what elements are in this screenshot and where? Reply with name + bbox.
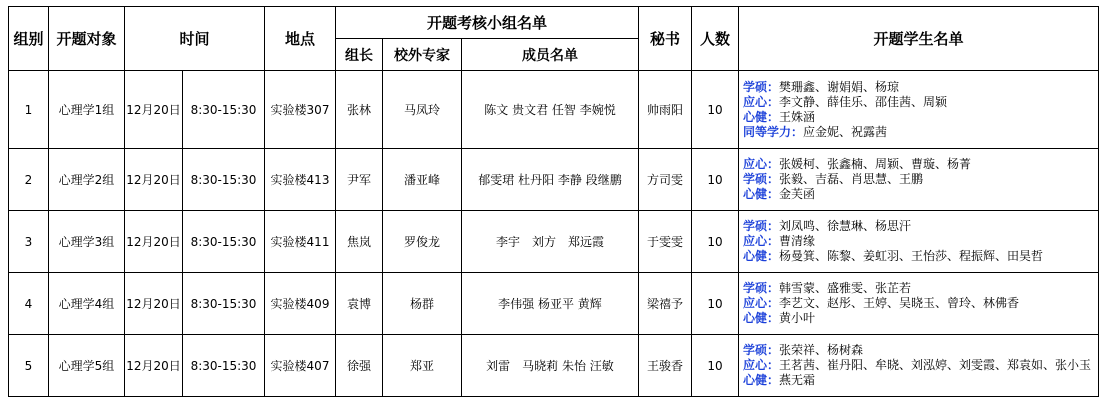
students-cell	[739, 273, 1099, 335]
students-cell	[739, 149, 1099, 211]
student-line	[743, 219, 1098, 234]
student-line	[743, 373, 1098, 388]
student-names: 张毅、吉磊、肖思慧、王鹏	[779, 172, 924, 186]
student-line	[743, 343, 1098, 358]
student-line	[743, 110, 1098, 125]
student-names: 王茗茜、崔丹阳、牟晓、刘泓婷、刘雯霞、郑袁如、张小玉	[779, 358, 1092, 372]
student-names: 刘凤鸣、徐慧琳、杨思汗	[779, 219, 912, 233]
target-cell: 心理学1组	[49, 71, 125, 149]
target-cell: 心理学5组	[49, 335, 125, 397]
group-number-cell: 3	[9, 211, 49, 273]
table-row	[9, 71, 1099, 149]
leader-cell: 焦岚	[336, 211, 383, 273]
place-cell: 实验楼407	[265, 335, 336, 397]
date-cell: 12月20日	[125, 149, 183, 211]
student-category-label: 学硕：	[743, 172, 780, 186]
header-secretary: 秘书	[639, 7, 692, 71]
place-cell: 实验楼307	[265, 71, 336, 149]
committee-table	[8, 6, 1099, 397]
expert-cell: 马凤玲	[383, 71, 462, 149]
student-line	[743, 358, 1098, 373]
secretary-cell: 梁禧予	[639, 273, 692, 335]
expert-cell: 潘亚峰	[383, 149, 462, 211]
target-cell: 心理学2组	[49, 149, 125, 211]
student-names: 杨曼箕、陈黎、姜虹羽、王怡莎、程振辉、田昊哲	[779, 249, 1044, 263]
expert-cell: 郑亚	[383, 335, 462, 397]
table-row	[9, 273, 1099, 335]
student-names: 王姝涵	[779, 109, 816, 124]
header-students: 开题学生名单	[739, 7, 1099, 71]
count-cell: 10	[692, 335, 739, 397]
student-names: 燕无霜	[779, 373, 816, 387]
header-place: 地点	[265, 7, 336, 71]
student-category-label: 应心：	[743, 234, 780, 248]
count-cell: 10	[692, 149, 739, 211]
student-line	[743, 281, 1098, 296]
student-names: 张媛柯、张鑫楠、周颖、曹璇、杨菁	[779, 157, 972, 171]
student-line	[743, 311, 1098, 326]
leader-cell: 袁博	[336, 273, 383, 335]
members-cell: 刘雷 马晓莉 朱怡 汪敏	[462, 335, 639, 397]
student-category-label: 应心：	[743, 358, 780, 372]
student-category-label: 心健：	[743, 373, 780, 387]
header-members: 成员名单	[462, 39, 639, 71]
student-names: 曹清缘	[779, 234, 816, 248]
count-cell: 10	[692, 211, 739, 273]
table-row	[9, 211, 1099, 273]
student-line	[743, 187, 1098, 202]
time-cell: 8:30-15:30	[183, 211, 265, 273]
secretary-cell: 帅雨阳	[639, 71, 692, 149]
leader-cell: 张林	[336, 71, 383, 149]
place-cell: 实验楼409	[265, 273, 336, 335]
time-cell: 8:30-15:30	[183, 335, 265, 397]
students-cell	[739, 335, 1099, 397]
date-cell: 12月20日	[125, 335, 183, 397]
secretary-cell: 王骏香	[639, 335, 692, 397]
count-cell: 10	[692, 71, 739, 149]
student-line	[743, 172, 1098, 187]
secretary-cell: 方司雯	[639, 149, 692, 211]
secretary-cell: 于雯雯	[639, 211, 692, 273]
student-names: 张荣祥、杨树森	[779, 343, 864, 357]
header-leader: 组长	[336, 39, 383, 71]
student-category-label: 心健：	[743, 311, 780, 325]
date-cell: 12月20日	[125, 71, 183, 149]
header-group: 组别	[9, 7, 49, 71]
leader-cell: 徐强	[336, 335, 383, 397]
student-names: 樊珊鑫、谢娟娟、杨琼	[779, 79, 900, 94]
student-line	[743, 157, 1098, 172]
student-category-label: 应心：	[743, 296, 780, 310]
student-category-label: 学硕：	[743, 219, 780, 233]
students-cell	[739, 211, 1099, 273]
student-category-label: 学硕：	[743, 343, 780, 357]
group-number-cell: 5	[9, 335, 49, 397]
group-number-cell: 2	[9, 149, 49, 211]
target-cell: 心理学4组	[49, 273, 125, 335]
members-cell: 李宇 刘方 郑远霞	[462, 211, 639, 273]
expert-cell: 杨群	[383, 273, 462, 335]
students-cell	[739, 71, 1099, 149]
header-target: 开题对象	[49, 7, 125, 71]
table-row	[9, 149, 1099, 211]
student-names: 金芙函	[779, 187, 816, 201]
student-line	[743, 125, 1098, 140]
time-cell: 8:30-15:30	[183, 273, 265, 335]
header-time: 时间	[125, 7, 265, 71]
date-cell: 12月20日	[125, 273, 183, 335]
members-cell: 郁雯珺 杜丹阳 李静 段继鹏	[462, 149, 639, 211]
student-line	[743, 95, 1098, 110]
student-line	[743, 249, 1098, 264]
student-names: 韩雪蒙、盛雅雯、张芷若	[779, 281, 912, 295]
student-category-label: 学硕：	[743, 79, 780, 94]
student-names: 应金妮、祝露茜	[803, 124, 888, 139]
group-number-cell: 4	[9, 273, 49, 335]
student-category-label: 心健：	[743, 249, 780, 263]
date-cell: 12月20日	[125, 211, 183, 273]
place-cell: 实验楼411	[265, 211, 336, 273]
student-line	[743, 80, 1098, 95]
student-names: 李文静、薛佳乐、邵佳茜、周颖	[779, 94, 948, 109]
student-line	[743, 296, 1098, 311]
student-category-label: 应心：	[743, 157, 780, 171]
student-category-label: 心健：	[743, 109, 780, 124]
header-count: 人数	[692, 7, 739, 71]
student-category-label: 应心：	[743, 94, 780, 109]
header-committee: 开题考核小组名单	[336, 7, 639, 39]
group-number-cell: 1	[9, 71, 49, 149]
target-cell: 心理学3组	[49, 211, 125, 273]
leader-cell: 尹军	[336, 149, 383, 211]
student-category-label: 同等学力：	[743, 124, 804, 139]
time-cell: 8:30-15:30	[183, 149, 265, 211]
members-cell: 李伟强 杨亚平 黄辉	[462, 273, 639, 335]
expert-cell: 罗俊龙	[383, 211, 462, 273]
student-names: 李艺文、赵彤、王婷、吴晓玉、曾玲、林佛香	[779, 296, 1020, 310]
student-category-label: 学硕：	[743, 281, 780, 295]
members-cell: 陈文 贵文君 任智 李婉悦	[462, 71, 639, 149]
time-cell: 8:30-15:30	[183, 71, 265, 149]
student-line	[743, 234, 1098, 249]
student-names: 黄小叶	[779, 311, 816, 325]
header-expert: 校外专家	[383, 39, 462, 71]
student-category-label: 心健：	[743, 187, 780, 201]
table-row	[9, 335, 1099, 397]
count-cell: 10	[692, 273, 739, 335]
place-cell: 实验楼413	[265, 149, 336, 211]
